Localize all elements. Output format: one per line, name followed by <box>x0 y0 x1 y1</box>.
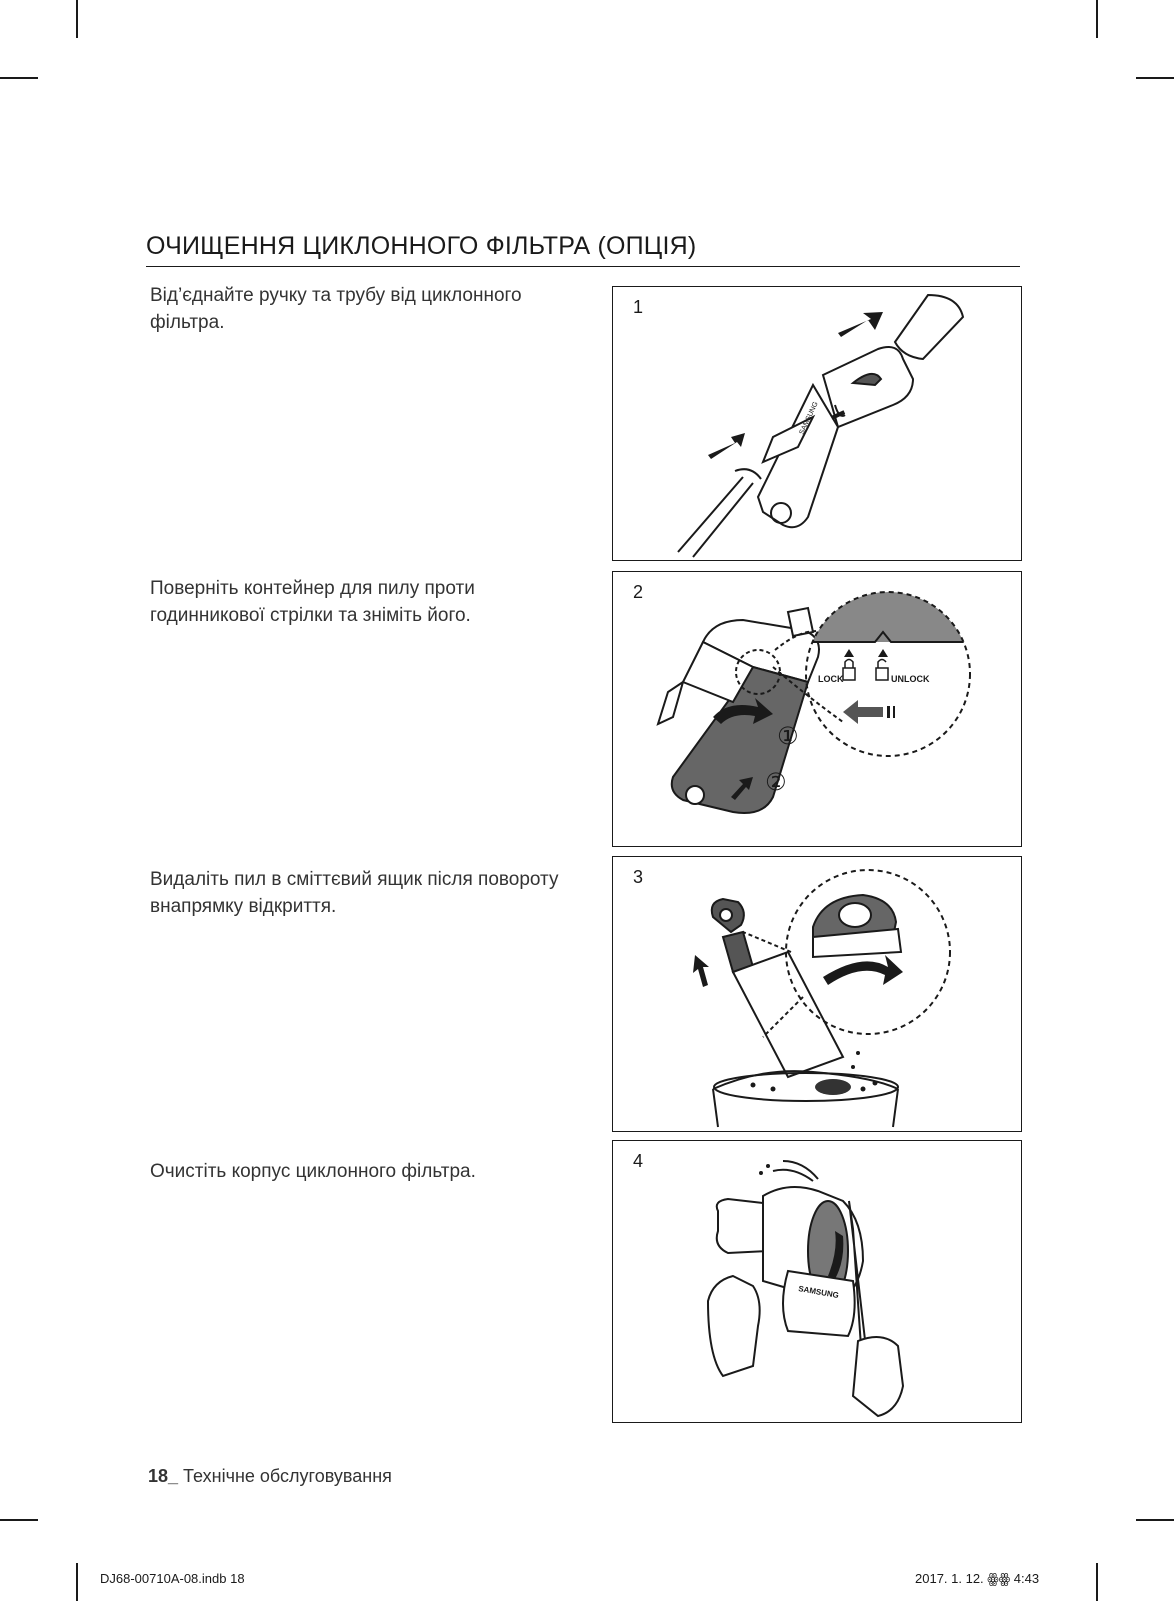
print-slug-file: DJ68-00710A-08.indb 18 <box>100 1571 245 1586</box>
crop-mark <box>76 1563 78 1601</box>
step-3-diagram <box>612 856 1022 1132</box>
step-4-diagram <box>612 1140 1022 1423</box>
step-2-text: Поверніть контейнер для пилу проти годинникової стрілки та зніміть його. <box>150 578 475 626</box>
page-title: ОЧИЩЕННЯ ЦИКЛОННОГО ФІЛЬТРА (ОПЦІЯ) <box>146 232 1020 267</box>
step-4-number: 4 <box>633 1151 644 1171</box>
step-1-diagram <box>612 286 1022 561</box>
marker-2: ② <box>765 768 787 796</box>
print-slug-date: 2017. 1. 12. ꙮꙮ 4:43 <box>915 1571 1040 1586</box>
crop-mark <box>1136 77 1174 79</box>
svg-text:SAMSUNG: SAMSUNG <box>798 400 820 436</box>
step-2-diagram <box>612 571 1022 847</box>
empty-dust-illustration <box>613 857 1023 1133</box>
crop-mark <box>0 77 38 79</box>
unlock-label: UNLOCK <box>891 674 930 684</box>
detach-handle-illustration <box>613 287 1023 562</box>
page-number: 18_ <box>148 1466 179 1486</box>
crop-mark <box>76 0 78 38</box>
crop-mark <box>1136 1519 1174 1521</box>
svg-text:SAMSUNG: SAMSUNG <box>797 1284 840 1301</box>
step-3-text: Видаліть пил в сміттєвий ящик після повороту внапрямку відкриття. <box>150 869 559 917</box>
clean-housing-illustration <box>613 1141 1023 1424</box>
marker-1: ① <box>777 722 799 750</box>
crop-mark <box>1096 0 1098 38</box>
step-3-number: 3 <box>633 867 644 887</box>
step-1-number: 1 <box>633 297 644 317</box>
step-1-text: Від’єднайте ручку та трубу від циклонного фільтра. <box>150 285 522 333</box>
step-4-text: Очистіть корпус циклонного фільтра. <box>150 1161 476 1182</box>
unlock-container-illustration <box>613 572 1023 848</box>
crop-mark <box>0 1519 38 1521</box>
page-footer <box>148 1466 392 1487</box>
crop-mark <box>1096 1563 1098 1601</box>
lock-label: LOCK <box>818 674 844 684</box>
section-name: Технічне обслуговування <box>178 1466 392 1486</box>
step-2-number: 2 <box>633 582 644 602</box>
